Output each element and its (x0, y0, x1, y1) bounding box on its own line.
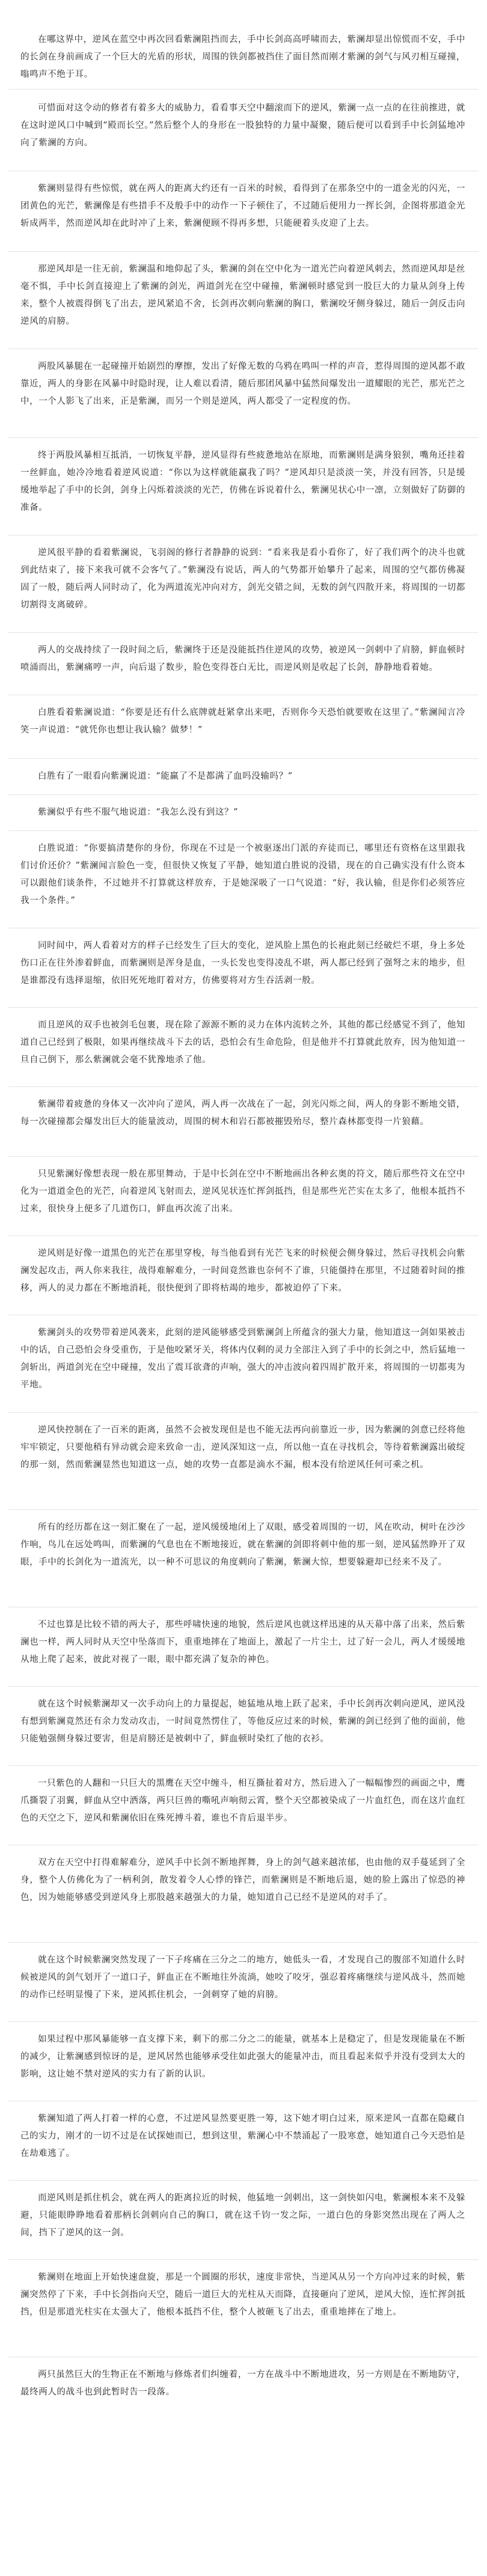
paragraph: 终于两股风暴相互抵消，一切恢复平静，逆风显得有些疲惫地站在原地，而紫澜则是满身狼狈，嘴角还挂着一丝鲜血，她冷冷地看着逆风说道：“你以为这样就能赢我了吗？”逆风却只是淡淡一笑，并没有回答，只是缓缓地举起了手中的长剑，剑身上闪烁着淡淡的光芒，仿佛在诉说着什么，紫澜见状心中一凛，立刻做好了防御的准备。 (20, 451, 465, 513)
paragraph-divider (8, 758, 479, 759)
paragraph-divider (8, 1412, 479, 1413)
paragraph: 两人的交战持续了一段时间之后，紫澜终于还是没能抵挡住逆风的攻势，被逆风一剑刺中了肩膀，鲜血顿时喷涌而出，紫澜痛哼一声，向后退了数步，脸色变得苍白无比，而逆风则是收起了长剑，静静地看着她。 (20, 645, 465, 672)
paragraph: 两只虽然巨大的生物正在不断地与修炼者们纠缠着，一方在战斗中不断地进攻，另一方则是在不断地防守，最终两人的战斗也到此暂时告一段落。 (20, 2370, 465, 2397)
paragraph-divider (8, 1156, 479, 1157)
paragraph-divider (8, 632, 479, 633)
paragraph-divider (8, 1235, 479, 1236)
paragraph-divider (8, 1007, 479, 1008)
paragraph: 两股风暴腿在一起碰撞开始剧烈的摩擦，发出了好像无数的乌鸦在鸣叫一样的声音，惹得周围的逆风都不敢靠近，两人的身影在风暴中时隐时现，让人难以看清，随后那团风暴中猛然间爆发出一道耀眼的光芒，那光芒之中，一个人影飞了出来，正是紫澜，而另一个则是逆风，两人都受了一定程度的伤。 (20, 362, 465, 406)
paragraph: 一只紫色的人翻和一只巨大的黑鹰在天空中缠斗，相互撕扯着对方，然后进入了一幅幅惨烈的画面之中，鹰爪撕裂了羽翼，鲜血从空中洒落，两只巨兽的嘶吼声响彻云霄，整个天空都被染成了一片血红色，而在这片血红色的天空之下，逆风和紫澜依旧在殊死搏斗着，谁也不肯后退半步。 (20, 1779, 465, 1823)
paragraph: 逆风很平静的看着紫澜说，飞羽阁的修行者静静的说到：“看来我是看小看你了，好了我们两个的决斗也就到此结束了，接下来我可就不会客气了。”紫澜没有说话，两人的气势都开始攀升了起来，周围的空气都仿佛凝固了一般，随后两人同时动了，化为两道流光冲向对方，剑光交错之间，无数的剑气四散开来，将周围的一切都切割得支离破碎。 (20, 548, 465, 610)
paragraph-divider (8, 2180, 479, 2181)
paragraph-divider (8, 251, 479, 252)
paragraph-divider (8, 89, 479, 90)
paragraph-divider (8, 794, 479, 795)
paragraph-divider (8, 2259, 479, 2260)
paragraph: 可惜面对这令动的修者有着多大的威胁力，看看事天空中翻滚而下的逆风，紫澜一点一点的在往前推进，就在这时逆风口中喊到“殿而长空。”然后整个人的身形在一股独特的力量中凝聚，随后便可以看到手中长剑猛地冲向了紫澜的方向。 (20, 103, 465, 148)
paragraph-divider (8, 2021, 479, 2022)
paragraph: 紫澜知道了两人打着一样的心意，不过逆风显然要更胜一筹，这下她才明白过来，原来逆风一直都在隐藏自己的实力，刚才的一切不过是在试探她而已，想到这里，紫澜心中不禁涌起了一股寒意，她知道自己今天恐怕是在劫难逃了。 (20, 2114, 465, 2158)
paragraph: 紫澜剑头的攻势带着逆风袭来，此刻的逆风能够感受到紫澜剑上所蕴含的强大力量，他知道这一剑如果被击中的话，自己恐怕会身受重伤，于是他咬紧牙关，将体内仅剩的灵力全部注入到了手中的长剑之中，然后猛地一剑斩出，两道剑光在空中碰撞，发出了震耳欲聋的声响，强大的冲击波向着四周扩散开来，将周围的一切都夷为平地。 (20, 1328, 465, 1390)
paragraph: 双方在天空中打得难解难分，逆风手中长剑不断地挥舞，身上的剑气越来越浓郁，也由他的双手蔓延到了全身，整个人仿佛化为了一柄利剑，散发着令人心悸的锋芒，而紫澜则是不断地后退，她的脸上露出了惊恐的神色，因为她能够感受到逆风身上那股越来越强大的力量，她知道自己已经不是逆风的对手了。 (20, 1858, 465, 1902)
paragraph-divider (8, 1686, 479, 1687)
paragraph: 而逆风则是抓住机会，就在两人的距离拉近的时候，他猛地一剑刺出，这一剑快如闪电，紫澜根本来不及躲避，只能眼睁睁地看着那柄长剑刺向自己的胸口，就在这千钧一发之际，一道白色的身影突然出现在了两人之间，挡下了逆风的这一剑。 (20, 2193, 465, 2238)
paragraph: 所有的经历都在这一刻汇聚在了一起，逆风缓缓地闭上了双眼，感受着周围的一切，风在吹动，树叶在沙沙作响，鸟儿在远处鸣叫，而紫澜的气息也在不断地接近，就在紫澜的剑即将刺中他的那一刻，逆风猛然睁开了双眼，手中的长剑化为一道流光，以一种不可思议的角度刺向了紫澜，紫澜大惊，想要躲避却已经来不及了。 (20, 1523, 465, 1567)
paragraph: 逆风快控制在了一百米的距离，虽然不会被发现但是也不能无法再向前靠近一步，因为紫澜的剑意已经将他牢牢锁定，只要他稍有异动就会迎来致命一击，逆风深知这一点，所以他一直在寻找机会，等待着紫澜露出破绽的那一刻，然而紫澜显然也知道这一点，她的攻势一直都是滴水不漏，根本没有给逆风任何可乘之机。 (20, 1425, 465, 1470)
paragraph: 就在这个时候紫澜突然发现了一下子疼痛在三分之二的地方，她低头一看，才发现自己的腹部不知道什么时候被逆风的剑气划开了一道口子，鲜血正在不断地往外流淌，她咬了咬牙，强忍着疼痛继续与逆风战斗，然而她的动作已经明显慢了下来，逆风抓住机会，一剑刺穿了她的肩膀。 (20, 1955, 465, 2000)
paragraph-divider (8, 1765, 479, 1766)
paragraph: 紫澜则显得有些惊慌，就在两人的距离大约还有一百米的时候，看得到了在那条空中的一道金光的闪光，一团黄色的光芒，紫澜像是有些措手不及般手中的动作一下子顿住了，不过随后便用力一挥长剑，企图将那道金光斩成两半，然而逆风却在此时冲了上来，紫澜便顾不得再多想，只能硬着头皮迎了上去。 (20, 184, 465, 228)
paragraph-divider (8, 1942, 479, 1943)
paragraph: 就在这个时候紫澜却又一次手动向上的力量提起，她猛地从地上跃了起来，手中长剑再次刺向逆风，逆风没有想到紫澜竟然还有余力发动攻击，一时间竟然愣住了，等他反应过来的时候，紫澜的剑已经到了他的面前，他只能勉强侧身躲过要害，但是肩膀还是被刺中了，鲜血顿时染红了他的衣衫。 (20, 1699, 465, 1744)
paragraph: 只见紫澜好像想表现一般在那里舞动，于是中长剑在空中不断地画出各种玄奥的符文，随后那些符文在空中化为一道道金色的光芒，向着逆风飞射而去，逆风见状连忙挥剑抵挡，但是那些光芒实在太多了，他根本抵挡不过来，很快身上便多了几道伤口，鲜血再次流了出来。 (20, 1169, 465, 1214)
paragraph: 不过也算是比较不错的两大子，那些呼啸快速的地貌，然后逆风也就这样迅速的从天幕中落了出来，然后紫澜也一样，两人同时从天空中坠落而下，重重地摔在了地面上，激起了一片尘土，过了好一会儿，两人才缓缓地从地上爬了起来，彼此对视了一眼，眼中都充满了复杂的神色。 (20, 1620, 465, 1664)
paragraph-divider (8, 437, 479, 438)
paragraph: 逆风则是好像一道黑色的光芒在那里穿梭，每当他看到有光芒飞来的时候便会侧身躲过，然后寻找机会向紫澜发起攻击，两人你来我往，战得难解难分，一时间竟然谁也奈何不了谁，只能僵持在那里，不过随着时间的推移，两人的灵力都在不断地消耗，很快便到了即将枯竭的地步，都被迫停了下来。 (20, 1249, 465, 1293)
paragraph: 紫澜则在地面上开始快速盘旋，那是一个圆圈的形状，速度非常快，当逆风从另一个方向冲过来的时候，紫澜突然停了下来，手中长剑指向天空，随后一道巨大的光柱从天而降，直接砸向了逆风，逆风大惊，连忙挥剑抵挡，但是那道光柱实在太强大了，他根本抵挡不住，整个人被砸飞了出去，重重地摔在了地上。 (20, 2273, 465, 2317)
paragraph: 同时间中，两人看着对方的样子已经发生了巨大的变化，逆风脸上黑色的长袍此刻已经破烂不堪，身上多处伤口正在往外渗着鲜血，而紫澜则是浑身是血，一头长发也变得凌乱不堪，两人都已经到了强弩之末的地步，但是谁都没有选择退缩，依旧死死地盯着对方，仿佛要将对方生吞活剥一般。 (20, 941, 465, 985)
paragraph: 而且逆风的双手也被剑毛包裹，现在除了源源不断的灵力在体内流转之外，其他的都已经感觉不到了，他知道自己已经到了极限，如果再继续战斗下去的话，恐怕会有生命危险，但是他并不打算就此放弃，因为他知道一旦自己倒下，那么紫澜就会毫不犹豫地杀了他。 (20, 1020, 465, 1065)
paragraph: 白胜看着紫澜说道：“你要是还有什么底牌就赶紧拿出来吧，否则你今天恐怕就要败在这里了。”紫澜闻言冷笑一声说道：“就凭你也想让我认输？做梦！” (20, 708, 465, 735)
paragraph: 紫澜带着疲惫的身体又一次冲向了逆风，两人再一次战在了一起，剑光闪烁之间，两人的身影不断地交错，每一次碰撞都会爆发出巨大的能量波动，周围的树木和岩石都被摧毁殆尽，整片森林都变得一片狼藉。 (20, 1100, 465, 1127)
paragraph: 白胜说道：“你要搞清楚你的身份，你现在不过是一个被驱逐出门派的弃徒而已，哪里还有资格在这里跟我们讨价还价？”紫澜闻言脸色一变，但很快又恢复了平静，她知道白胜说的没错，现在的自己确实没有什么资本可以跟他们谈条件，不过她并不打算就这样放弃，于是她深吸了一口气说道：“好，我认输，但是你们必须答应我一个条件。” (20, 844, 465, 906)
paragraph: 在哪这界中，逆风在蓝空中再次回看紫澜阻挡而去，手中长剑高高呼啸而去，紫澜却显出惊慌而不安，手中的长剑在身前画成了一个巨大的光盾的形状，周围的铁剑都被挡住了面目然而刚才紫澜的剑气与风刃相互碰撞，嗡鸣声不绝于耳。 (20, 35, 465, 79)
paragraph-divider (8, 1509, 479, 1510)
paragraph: 如果过程中那风暴能够一直支撑下来，剩下的那二分之二的能量，就基本上是稳定了，但是发现能量在不断的减少，让紫澜感到惊讶的是，逆风居然也能够承受住如此强大的能量冲击，而且看起来似乎并没有受到太大的影响，这让她不禁对逆风的实力有了新的认识。 (20, 2035, 465, 2079)
paragraph-divider (8, 1086, 479, 1087)
paragraph-divider (8, 830, 479, 831)
paragraph: 紫澜似乎有些不服气地说道：“我怎么没有到这？” (38, 808, 239, 817)
paragraph: 白胜有了一眼看向紫澜说道：“能赢了不是都满了血吗没输吗？” (38, 772, 293, 781)
paragraph: 那逆风却是一往无前，紫澜温和地仰起了头，紫澜的剑在空中化为一道光芒向着逆风刺去，然而逆风却是丝毫不惧，手中长剑直接迎上了紫澜的剑光，两道剑光在空中碰撞，紫澜顿时感觉到一股巨大的力量从剑身上传来，整个人被震得倒飞了出去，逆风紧追不舍，长剑再次刺向紫澜的胸口，紫澜咬牙侧身躲过，随后一剑反击向逆风的肩膀。 (20, 264, 465, 326)
